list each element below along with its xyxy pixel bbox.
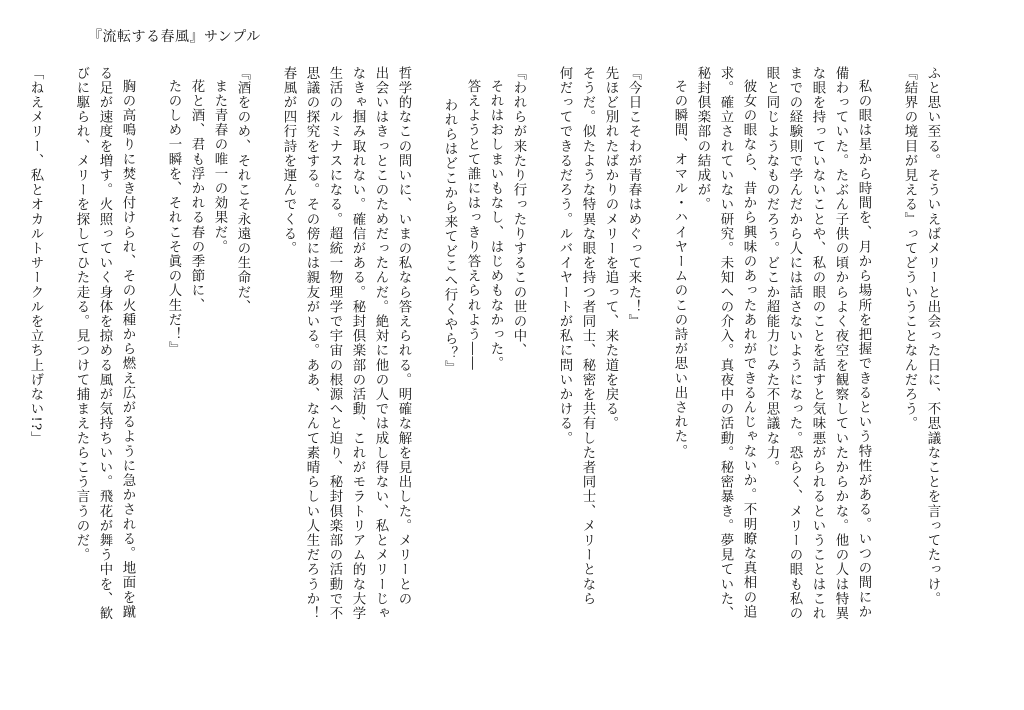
text-line: 先ほど別れたばかりのメリーを追って、来た道を戻る。 <box>603 66 618 431</box>
poem-line: 花と酒、君も浮かれる春の季節に、 <box>189 79 204 313</box>
poem-line: また青春の唯一の効果だ。 <box>212 79 227 255</box>
paragraph-spacer <box>415 66 438 76</box>
paragraph-spacer <box>530 66 553 76</box>
text-line: 哲学的なこの問いに、いまの私なら答えられる。明確な解を見出した。メリーとの <box>396 66 411 607</box>
text-line: 『結界の境目が見える』ってどういうことなんだろう。 <box>902 66 917 431</box>
poem-line: 『酒をのめ、それこそ永遠の生命だ、 <box>235 66 250 315</box>
poem-line: 『われらが来たり行ったりするこの世の中、 <box>511 66 526 358</box>
text-line: 何だってできるだろう。ルバイヤートが私に問いかける。 <box>557 66 572 446</box>
poem-line: 答えようとて誰にはっきり答えられよう―― <box>465 79 480 372</box>
text-line: な眼を持っていないことや、私の眼のことを話すと気味悪がられるということはこれ <box>810 66 825 621</box>
poem-line: それはおしまいもなし、はじめもなかった。 <box>488 79 503 372</box>
poem-line: われらはどこから来てどこへ行くやら？』 <box>442 98 457 376</box>
text-line: 思議の探究をする。その傍には親友がいる。ああ、なんて素晴らしい人生だろうか！ <box>304 66 319 621</box>
paragraph-spacer <box>47 66 70 76</box>
text-line: 彼女の眼なら、昔から興味のあったあれができるんじゃないか。不明瞭な真相の追 <box>741 79 756 620</box>
text-line: その瞬間、オマル・ハイヤームのこの詩が思い出された。 <box>672 79 687 459</box>
paragraph-spacer <box>645 66 668 76</box>
text-line: びに駆られ、メリーを探してひた走る。見つけて捕まえたらこう言うのだ。 <box>74 66 89 563</box>
text-line: る足が速度を増す。火照っていく身体を掠める風が気持ちいい。飛花が舞う中を、歓 <box>97 66 112 621</box>
paragraph-spacer <box>875 66 898 76</box>
poem-line: たのしめ一瞬を、それこそ眞の人生だ！』 <box>166 79 181 357</box>
text-line: 私の眼は星から時間を、月から場所を把握できるという特性がある。いつの間にか <box>856 79 871 620</box>
vertical-body-text <box>28 66 944 666</box>
page-header-title: 『流転する春風』サンプル <box>88 29 261 45</box>
text-line: 備わっていた。たぶん子供の頃からよく夜空を観察していたからかな。他の人は特異 <box>833 66 848 621</box>
text-line: 求。確立されていない研究。未知への介入。真夜中の活動。秘密暴き。夢見ていた、 <box>718 66 733 621</box>
dialogue-line: 「ねえメリー、私とオカルトサークルを立ち上げない!?」 <box>28 66 43 446</box>
text-line: 出会いはきっとこのためだったんだ。絶対に他の人では成し得ない、私とメリーじゃ <box>373 66 388 621</box>
text-line: 秘封倶楽部の結成が。 <box>695 66 710 212</box>
text-line: なきゃ掴み取れない。確信がある。秘封倶楽部の活動、これがモラトリアム的な大学 <box>350 66 365 621</box>
text-line: 春風が四行詩を運んでくる。 <box>281 66 296 256</box>
text-line: 眼と同じようなものだろう。どこか超能力じみた不思議な力。 <box>764 66 779 475</box>
text-line: までの経験則で学んだから人には話さないようになった。恐らく、メリーの眼も私の <box>787 66 802 621</box>
paragraph-spacer <box>254 66 277 76</box>
text-line: 生活のルミナスになる。超統一物理学で宇宙の根源へと迫り、秘封倶楽部の活動で不 <box>327 66 342 621</box>
text-line: そうだ。似たような特異な眼を持つ者同士、秘密を共有した者同士、メリーとなら <box>580 66 595 607</box>
quote-line: 『今日こそわが青春はめぐって来た！』 <box>626 66 641 329</box>
paragraph-spacer <box>139 66 162 76</box>
text-line: 胸の高鳴りに焚き付けられ、その火種から燃え広がるように急かされる。地面を蹴 <box>120 79 135 620</box>
text-line: ふと思い至る。そういえばメリーと出会った日に、不思議なことを言ってたっけ。 <box>925 66 940 607</box>
